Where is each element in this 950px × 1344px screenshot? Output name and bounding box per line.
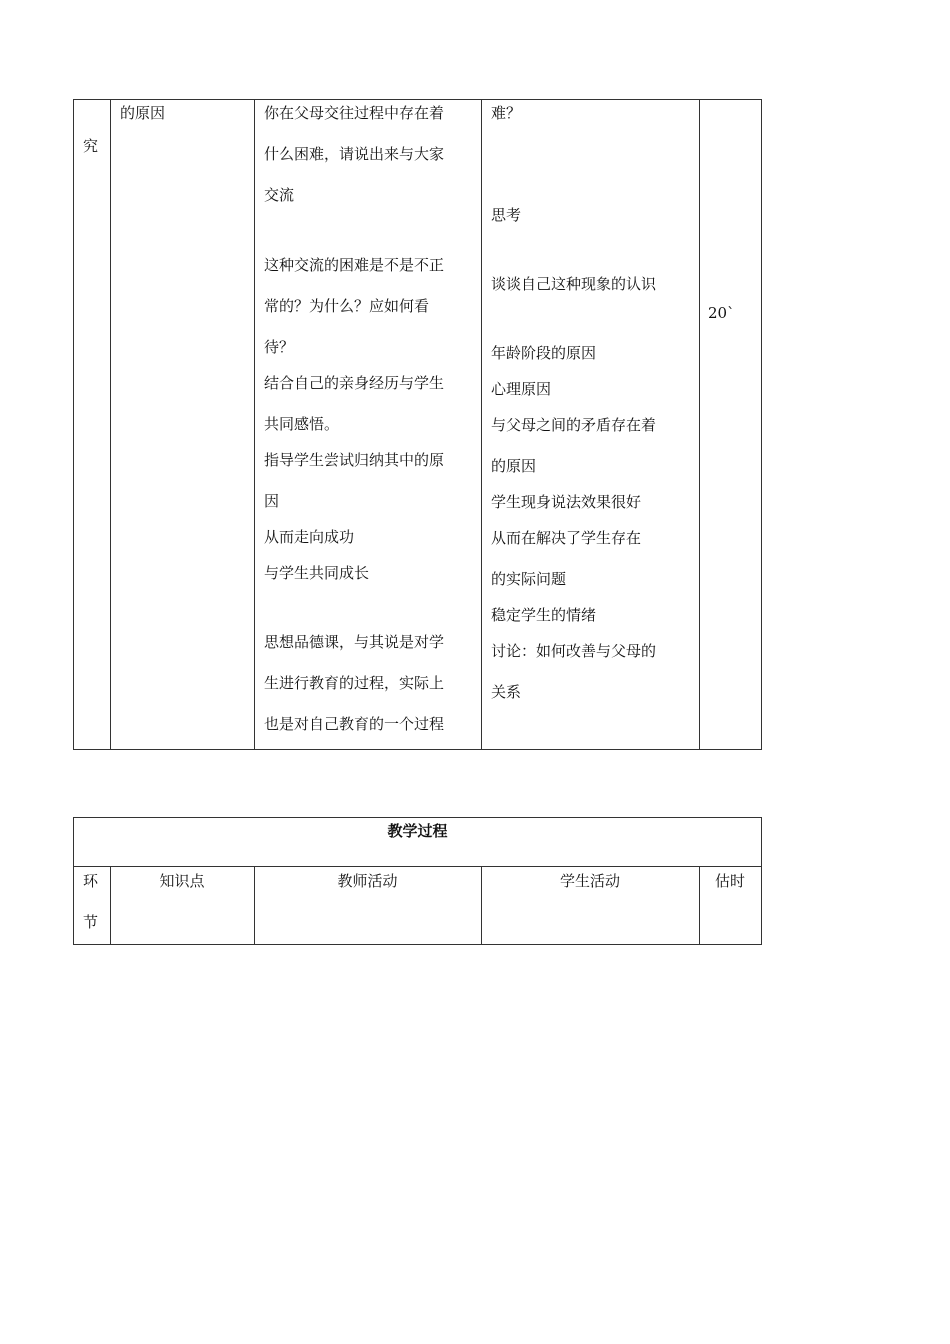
teacher-line: 思想品德课，与其说是对学	[264, 633, 445, 651]
student-line: 难？	[491, 104, 522, 122]
table-border	[110, 99, 111, 750]
header-student-activity: 学生活动	[559, 872, 620, 890]
student-line: 关系	[491, 683, 522, 701]
time-cell: 20`	[708, 304, 735, 322]
table-border	[254, 99, 255, 750]
teacher-line: 生进行教育的过程，实际上	[264, 674, 445, 692]
teacher-line: 因	[264, 492, 280, 510]
student-line: 的实际问题	[491, 570, 567, 588]
table-border	[73, 817, 762, 818]
student-line: 谈谈自己这种现象的认识	[491, 275, 657, 293]
header-time: 估时	[714, 872, 745, 890]
student-line: 的原因	[491, 457, 537, 475]
teacher-line: 指导学生尝试归纳其中的原	[264, 451, 445, 469]
teacher-line: 共同感悟。	[264, 415, 340, 433]
student-line: 从而在解决了学生存在	[491, 529, 642, 547]
teacher-line: 待？	[264, 338, 295, 356]
header-knowledge: 知识点	[159, 872, 205, 890]
student-line: 思考	[491, 206, 522, 224]
teacher-line: 结合自己的亲身经历与学生	[264, 374, 445, 392]
table-border	[73, 944, 762, 945]
table-border	[73, 99, 762, 100]
header-teacher-activity: 教师活动	[337, 872, 398, 890]
student-line: 稳定学生的情绪	[491, 606, 597, 624]
table-border	[481, 99, 482, 750]
table-border	[73, 749, 762, 750]
lesson-table-continued	[73, 99, 762, 750]
student-line: 心理原因	[491, 380, 552, 398]
teacher-line: 什么困难，请说出来与大家	[264, 145, 445, 163]
student-line: 学生现身说法效果很好	[491, 493, 642, 511]
teacher-line: 与学生共同成长	[264, 564, 370, 582]
table-title: 教学过程	[387, 822, 448, 840]
student-line: 年龄阶段的原因	[491, 344, 597, 362]
table-border	[761, 99, 762, 750]
student-line: 讨论：如何改善与父母的	[491, 642, 657, 660]
teacher-line: 也是对自己教育的一个过程	[264, 715, 445, 733]
table-border	[699, 99, 700, 750]
student-line: 与父母之间的矛盾存在着	[491, 416, 657, 434]
teacher-line: 这种交流的困难是不是不正	[264, 256, 445, 274]
knowledge-cell: 的原因	[120, 104, 166, 122]
teacher-line: 常的？为什么？应如何看	[264, 297, 430, 315]
teacher-line: 你在父母交往过程中存在着	[264, 104, 445, 122]
teacher-line: 从而走向成功	[264, 528, 355, 546]
header-stage-1: 环	[83, 872, 99, 890]
teaching-process-table	[73, 817, 762, 945]
stage-cell: 究	[83, 137, 99, 155]
table-border	[73, 866, 762, 867]
table-border	[73, 99, 74, 750]
teacher-line: 交流	[264, 186, 295, 204]
header-stage-2: 节	[83, 913, 99, 931]
